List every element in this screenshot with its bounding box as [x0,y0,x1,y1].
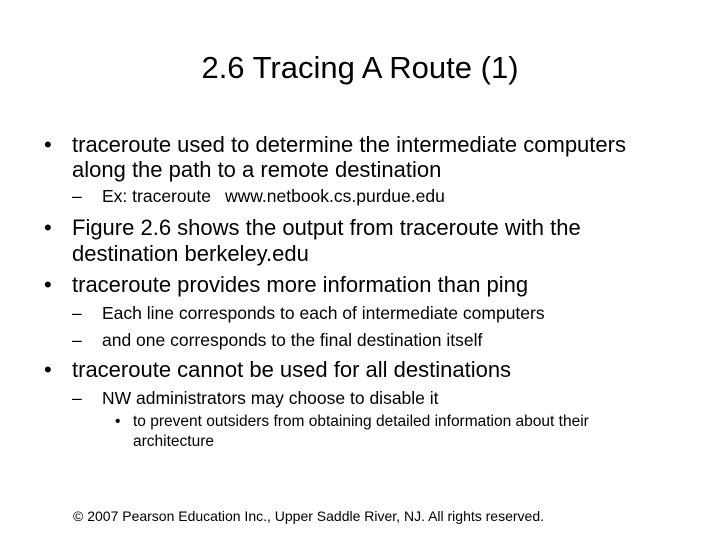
sub-bullet-marker: – [72,186,82,206]
copyright-footer: © 2007 Pearson Education Inc., Upper Saddle River, NJ. All rights reserved. [73,508,545,524]
example-command [102,184,445,208]
sub-sub-bullet-text: to prevent outsiders from obtaining detailed information about their [133,413,589,430]
sub-sub-bullet-marker: • [115,413,121,430]
sub-bullet-marker: – [72,330,82,350]
bullet-marker: • [44,132,52,157]
sub-bullet-marker: – [72,303,82,323]
bullet-text: traceroute provides more information than ping [72,272,529,297]
sub-bullet-text: NW administrators may choose to disable it [102,388,439,408]
bullet-text: traceroute cannot be used for all destinations [72,357,512,382]
bullet-text: traceroute used to determine the intermediate computers [72,132,626,157]
bullet-text-continued: destination berkeley.edu [72,241,309,266]
example-label: Ex: traceroute [102,186,211,206]
bullet-text: Figure 2.6 shows the output from traceroute with the [72,215,581,240]
bullet-marker: • [44,215,52,240]
bullet-marker: • [44,272,52,297]
sub-bullet-marker: – [72,388,82,408]
sub-sub-bullet-text-continued: architecture [133,433,214,450]
slide-title: 2.6 Tracing A Route (1) [201,50,519,85]
example-url: www.netbook.cs.purdue.edu [224,186,445,206]
sub-bullet-text: Each line corresponds to each of intermediate computers [102,303,545,323]
sub-bullet-text: and one corresponds to the final destination itself [102,330,483,350]
bullet-marker: • [44,357,52,382]
bullet-text-continued: along the path to a remote destination [72,157,442,182]
